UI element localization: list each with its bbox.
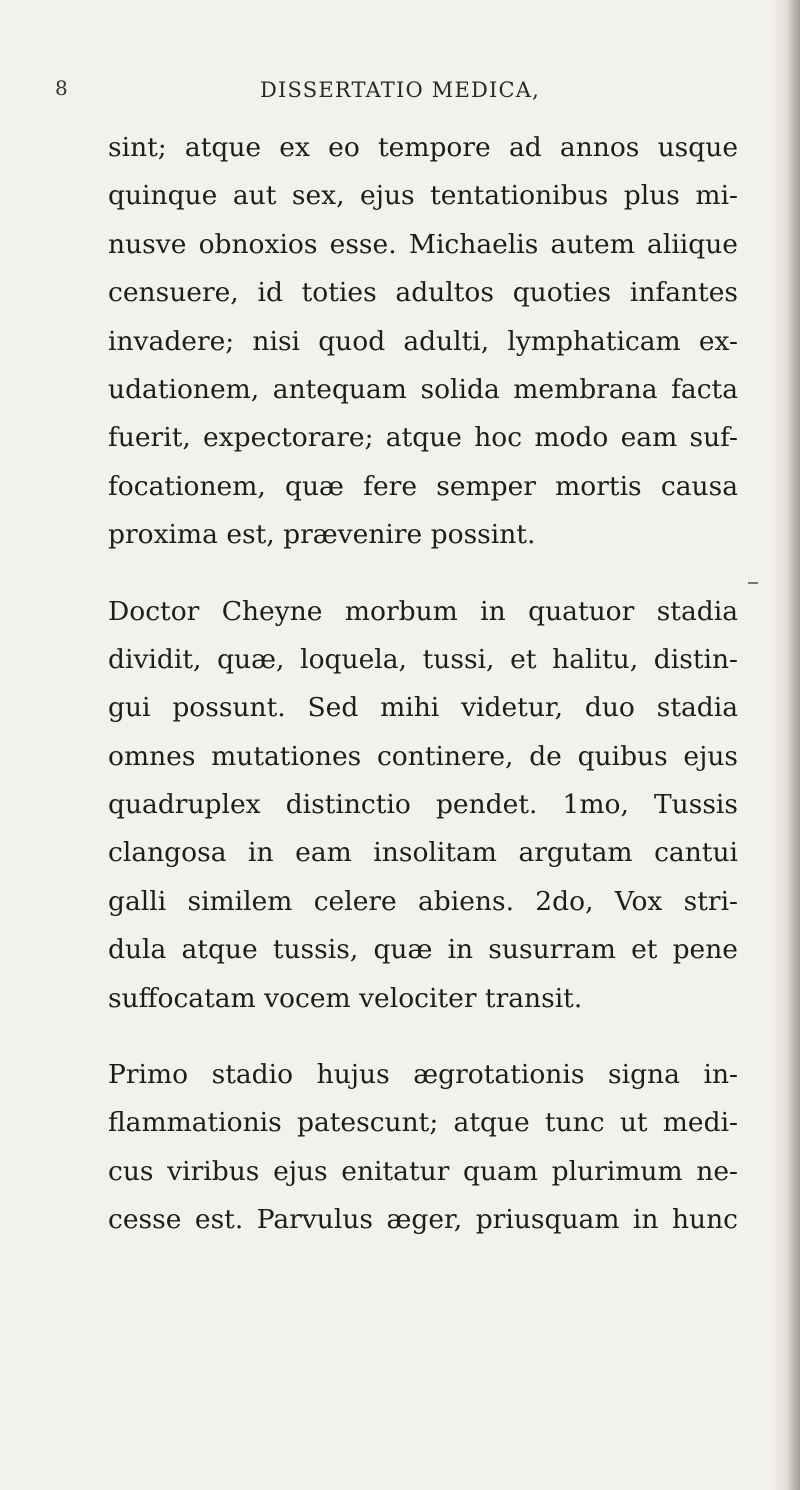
text-line: cus viribus ejus enitatur quam plurimum ne-: [108, 1155, 738, 1187]
paragraph-1: [108, 124, 738, 560]
margin-tick-mark: [748, 582, 758, 584]
text-line: censuere, id toties adultos quoties infantes: [108, 277, 738, 309]
paragraph-gap: [108, 1023, 738, 1051]
running-title: DISSERTATIO MEDICA,: [260, 78, 541, 102]
text-line: suffocatam vocem velociter transit.: [108, 982, 583, 1014]
text-line: Primo stadio hujus ægrotationis signa in-: [108, 1059, 738, 1091]
text-line: nusve obnoxios esse. Michaelis autem aliique: [108, 228, 738, 260]
running-head: [0, 78, 800, 112]
text-line: gui possunt. Sed mihi videtur, duo stadia: [108, 692, 738, 724]
body-text: [108, 124, 738, 1245]
page-edge-shadow: [786, 0, 800, 1490]
paragraph-2: [108, 588, 738, 1024]
text-line: clangosa in eam insolitam argutam cantui: [108, 837, 738, 869]
text-line: udationem, antequam solida membrana facta: [108, 373, 738, 405]
page-number: 8: [55, 76, 68, 100]
text-line: quinque aut sex, ejus tentationibus plus mi-: [108, 180, 738, 212]
text-line: dula atque tussis, quæ in susurram et pene: [108, 934, 738, 966]
text-line: cesse est. Parvulus æger, priusquam in hunc: [108, 1204, 738, 1236]
text-line: quadruplex distinctio pendet. 1mo, Tussis: [108, 789, 738, 821]
paragraph-gap: [108, 560, 738, 588]
paragraph-3: [108, 1051, 738, 1245]
text-line: sint; atque ex eo tempore ad annos usque: [108, 132, 738, 163]
text-line: focationem, quæ fere semper mortis causa: [108, 470, 738, 502]
text-line: Doctor Cheyne morbum in quatuor stadia: [108, 595, 738, 627]
text-line: dividit, quæ, loquela, tussi, et halitu, distin-: [108, 643, 738, 675]
text-line: omnes mutationes continere, de quibus ejus: [108, 740, 738, 772]
text-line: galli similem celere abiens. 2do, Vox stri-: [108, 885, 738, 917]
text-line: proxima est, prævenire possint.: [108, 519, 536, 551]
text-line: fuerit, expectorare; atque hoc modo eam suf-: [108, 422, 738, 454]
text-line: flammationis patescunt; atque tunc ut medi-: [108, 1107, 738, 1139]
text-line: invadere; nisi quod adulti, lymphaticam ex-: [108, 325, 738, 357]
